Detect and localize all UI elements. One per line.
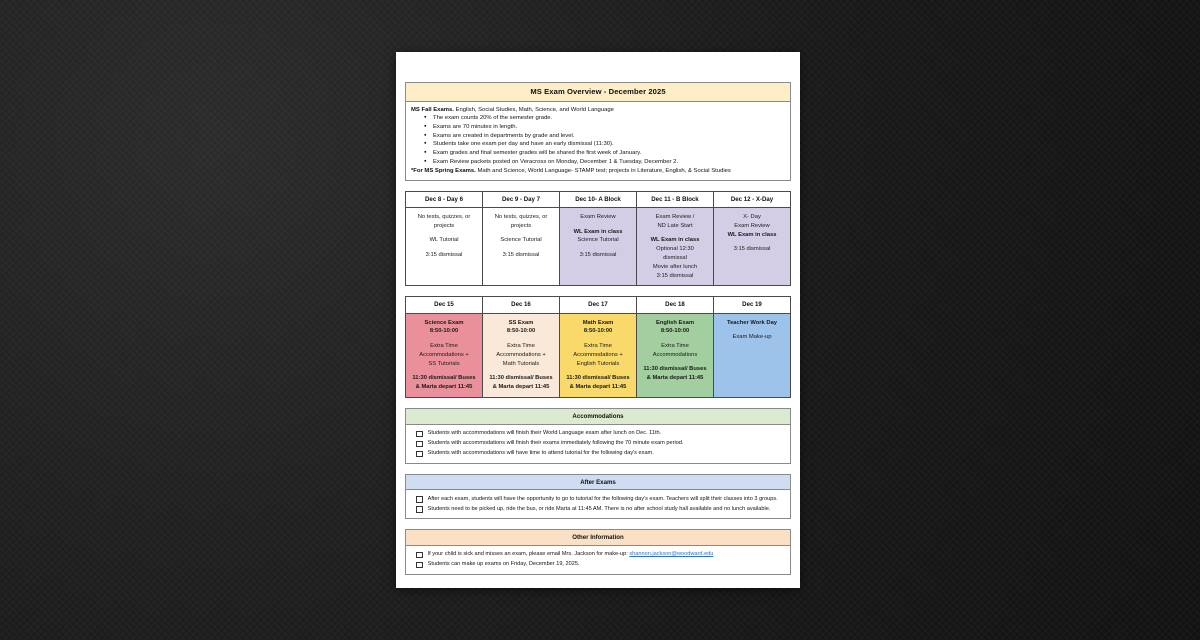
overview-bullet-item: ● Exams are 70 minutes in length.: [433, 123, 785, 132]
day-cell-line: 8:50-10:00: [583, 328, 613, 335]
day-cell-segment: [716, 319, 788, 328]
day-cell-segment: [485, 251, 557, 260]
day-cell-line: 8:50-10:00: [506, 328, 536, 335]
day-cell-line: Teacher Work Day: [726, 319, 778, 326]
week-two-day-header: Dec 19: [714, 297, 791, 313]
day-cell-line: Accommodations +: [419, 351, 469, 358]
day-cell-segment: [408, 236, 480, 245]
week-one-day-cell: [560, 208, 637, 286]
day-cell-line: WL Exam in class: [727, 231, 777, 238]
checklist-text: Students can make up exams on Friday, December 19, 2025.: [427, 561, 580, 568]
day-cell-line: No tests, quizzes, or: [494, 214, 548, 221]
day-cell-segment: [485, 319, 557, 337]
day-cell-segment: [639, 213, 711, 231]
overview-bullet-list: [411, 114, 785, 166]
day-cell-segment: [485, 213, 557, 231]
week-two-header-row: [406, 297, 791, 313]
info-section-heading: Other Information: [406, 530, 790, 545]
day-cell-segment: [408, 213, 480, 231]
document-page: [396, 52, 800, 588]
checklist-text: Students with accommodations will finish their World Language exam after lunch on Dec. 11th.: [427, 430, 662, 437]
day-cell-segment: [639, 319, 711, 337]
week-two-body-row: [406, 313, 791, 398]
info-section-heading: Accommodations: [406, 409, 790, 424]
day-cell-line: SS Tutorials: [428, 360, 460, 367]
week-one-day-header: Dec 10- A Block: [560, 192, 637, 208]
day-cell-line: projects: [433, 223, 455, 230]
checkbox-icon[interactable]: [416, 552, 423, 559]
week-two-exam-cell: [637, 313, 714, 398]
info-section-body: [406, 425, 790, 463]
day-cell-line: & Marta depart 11:45: [492, 384, 550, 391]
checklist-row: [416, 439, 784, 448]
day-cell-segment: [408, 342, 480, 369]
week-two-exam-cell: [483, 313, 560, 398]
day-cell-line: No tests, quizzes, or: [417, 214, 471, 221]
day-cell-line: ND Late Start: [657, 223, 693, 230]
day-cell-segment: [639, 365, 711, 383]
email-link[interactable]: shannon.jackson@woodward.edu: [629, 551, 714, 558]
day-cell-line: 3:15 dismissal: [733, 246, 771, 253]
week-one-day-header: Dec 8 - Day 6: [406, 192, 483, 208]
checkbox-icon[interactable]: [416, 562, 423, 569]
day-cell-segment: [562, 251, 634, 260]
day-cell-segment: [408, 251, 480, 260]
day-cell-segment: [562, 374, 634, 392]
checklist-row: [416, 550, 784, 559]
day-cell-line: English Exam: [655, 319, 694, 326]
week-two-exam-cell: [560, 313, 637, 398]
week-one-day-header: Dec 12 - X-Day: [714, 192, 791, 208]
checkbox-icon[interactable]: [416, 496, 423, 503]
day-cell-line: 3:15 dismissal: [579, 251, 617, 258]
exam-overview-box: [405, 82, 791, 181]
day-cell-segment: [408, 319, 480, 337]
day-cell-segment: [639, 236, 711, 280]
checklist-text: [428, 550, 714, 559]
checklist-text: Students with accommodations will have time to attend tutorial for the following day's exam.: [427, 450, 654, 457]
overview-bullet-item: ● Students take one exam per day and have an early dismissal (11:30).: [433, 140, 785, 149]
checklist-row: [416, 449, 784, 458]
info-sections: [405, 408, 791, 575]
info-section: [405, 474, 791, 519]
checklist-text: Students with accommodations will finish their exams immediately following the 70 minute exam period.: [427, 440, 684, 447]
day-cell-segment: [485, 342, 557, 369]
checklist-row: [416, 495, 784, 504]
day-cell-line: Math Tutorials: [502, 360, 540, 367]
day-cell-line: WL Exam in class: [573, 228, 623, 235]
day-cell-segment: [408, 374, 480, 392]
day-cell-line: Extra Time: [430, 342, 458, 349]
day-cell-line: & Marta depart 11:45: [646, 375, 704, 382]
week-one-day-header: Dec 11 - B Block: [637, 192, 714, 208]
day-cell-line: Exam Review: [580, 214, 616, 221]
day-cell-line: 3:15 dismissal: [425, 251, 463, 258]
week-two-exam-cell: [406, 313, 483, 398]
week-one-day-cell: [483, 208, 560, 286]
day-cell-line: 3:15 dismissal: [502, 251, 540, 258]
day-cell-line: Exam Review /: [655, 214, 695, 221]
checklist-row: [416, 429, 784, 438]
page-title: MS Exam Overview - December 2025: [406, 83, 790, 102]
info-section-heading: After Exams: [406, 475, 790, 490]
day-cell-segment: [562, 319, 634, 337]
day-cell-segment: [562, 213, 634, 222]
day-cell-line: WL Exam in class: [650, 237, 700, 244]
overview-footnote: [411, 167, 785, 176]
info-section-body: [406, 490, 790, 518]
week-one-day-cell: [406, 208, 483, 286]
day-cell-line: Science Exam: [424, 319, 464, 326]
day-cell-line: Extra Time: [584, 342, 612, 349]
week-two-exam-table: [405, 296, 791, 398]
day-cell-line: Extra Time: [507, 342, 535, 349]
overview-bullet-item: ● The exam counts 20% of the semester grade.: [433, 114, 785, 123]
week-two-day-header: Dec 16: [483, 297, 560, 313]
day-cell-line: 11:30 dismissal/ Buses: [643, 366, 707, 373]
day-cell-line: SS Exam: [508, 319, 534, 326]
day-cell-segment: [562, 342, 634, 369]
overview-bullet-item: ● Exam Review packets posted on Veracross on Monday, December 1 & Tuesday, December 2.: [433, 158, 785, 167]
day-cell-line: 11:30 dismissal/ Buses: [489, 375, 553, 382]
day-cell-segment: [716, 213, 788, 239]
day-cell-line: 11:30 dismissal/ Buses: [566, 375, 630, 382]
day-cell-line: Optional 12:30: [656, 246, 694, 253]
overview-footnote-rest: Math and Science, World Language- STAMP test; projects in Literature, English, & Social Studies: [475, 168, 731, 175]
overview-bullet-item: ● Exams are created in departments by grade and level.: [433, 132, 785, 141]
week-one-body-row: [406, 208, 791, 286]
day-cell-line: Accommodations +: [496, 351, 546, 358]
day-cell-line: Math Exam: [582, 319, 614, 326]
checkbox-icon[interactable]: [416, 431, 423, 438]
checkbox-icon[interactable]: [416, 506, 423, 513]
day-cell-line: 8:50-10:00: [660, 328, 690, 335]
info-section-body: [406, 546, 790, 574]
day-cell-line: 11:30 dismissal/ Buses: [412, 375, 476, 382]
day-cell-line: & Marta depart 11:45: [569, 384, 627, 391]
day-cell-line: Accommodations +: [573, 351, 623, 358]
day-cell-line: & Marta depart 11:45: [415, 384, 473, 391]
day-cell-line: Movie after lunch: [652, 263, 698, 270]
checklist-text: After each exam, students will have the opportunity to go to tutorial for the following day's exam. Teachers will split their classes into 3 groups.: [427, 495, 778, 502]
checklist-row: [416, 560, 784, 569]
info-section: [405, 408, 791, 464]
checklist-text: Students need to be picked up, ride the bus, or ride Marta at 11:45 AM. There is no after school study hall available and no lunch available.: [427, 505, 771, 512]
overview-lead-rest: English, Social Studies, Math, Science, and World Language: [453, 106, 614, 113]
week-two-day-header: Dec 17: [560, 297, 637, 313]
week-one-schedule-table: [405, 191, 791, 286]
overview-lead-bold: MS Fall Exams.: [411, 106, 454, 113]
day-cell-line: English Tutorials: [576, 360, 620, 367]
day-cell-line: projects: [510, 223, 532, 230]
checkbox-icon[interactable]: [416, 451, 423, 458]
info-section: [405, 529, 791, 574]
day-cell-segment: [485, 374, 557, 392]
day-cell-segment: [562, 228, 634, 246]
day-cell-line: X- Day: [743, 214, 761, 221]
overview-content: [406, 102, 790, 180]
week-one-header-row: [406, 192, 791, 208]
day-cell-line: Extra Time: [661, 342, 689, 349]
overview-lead-line: [411, 106, 785, 114]
day-cell-line: dismissal: [663, 254, 687, 261]
week-two-exam-cell: [714, 313, 791, 398]
day-cell-line: WL Tutorial: [429, 237, 459, 244]
checkbox-icon[interactable]: [416, 441, 423, 448]
day-cell-line: Science Tutorial: [500, 237, 542, 244]
day-cell-line: Exam Make-up: [732, 333, 772, 340]
checklist-row: [416, 505, 784, 514]
day-cell-segment: [639, 342, 711, 360]
day-cell-line: Exam Review: [734, 223, 770, 230]
day-cell-line: Accommodations: [652, 351, 698, 358]
week-one-day-cell: [714, 208, 791, 286]
day-cell-line: 3:15 dismissal: [656, 272, 694, 279]
day-cell-segment: [485, 236, 557, 245]
day-cell-line: Science Tutorial: [577, 237, 619, 244]
overview-bullet-item: ● Exam grades and final semester grades will be shared the first week of January.: [433, 149, 785, 158]
day-cell-line: 8:50-10:00: [429, 328, 459, 335]
day-cell-segment: [716, 245, 788, 254]
checklist-text-before-link: If your child is sick and misses an exam, please email Mrs. Jackson for make-up:: [427, 551, 630, 558]
week-two-day-header: Dec 15: [406, 297, 483, 313]
week-one-day-header: Dec 9 - Day 7: [483, 192, 560, 208]
overview-footnote-bold: *For MS Spring Exams.: [411, 168, 476, 175]
week-one-day-cell: [637, 208, 714, 286]
document-body: [405, 82, 791, 575]
week-two-day-header: Dec 18: [637, 297, 714, 313]
day-cell-segment: [716, 333, 788, 342]
